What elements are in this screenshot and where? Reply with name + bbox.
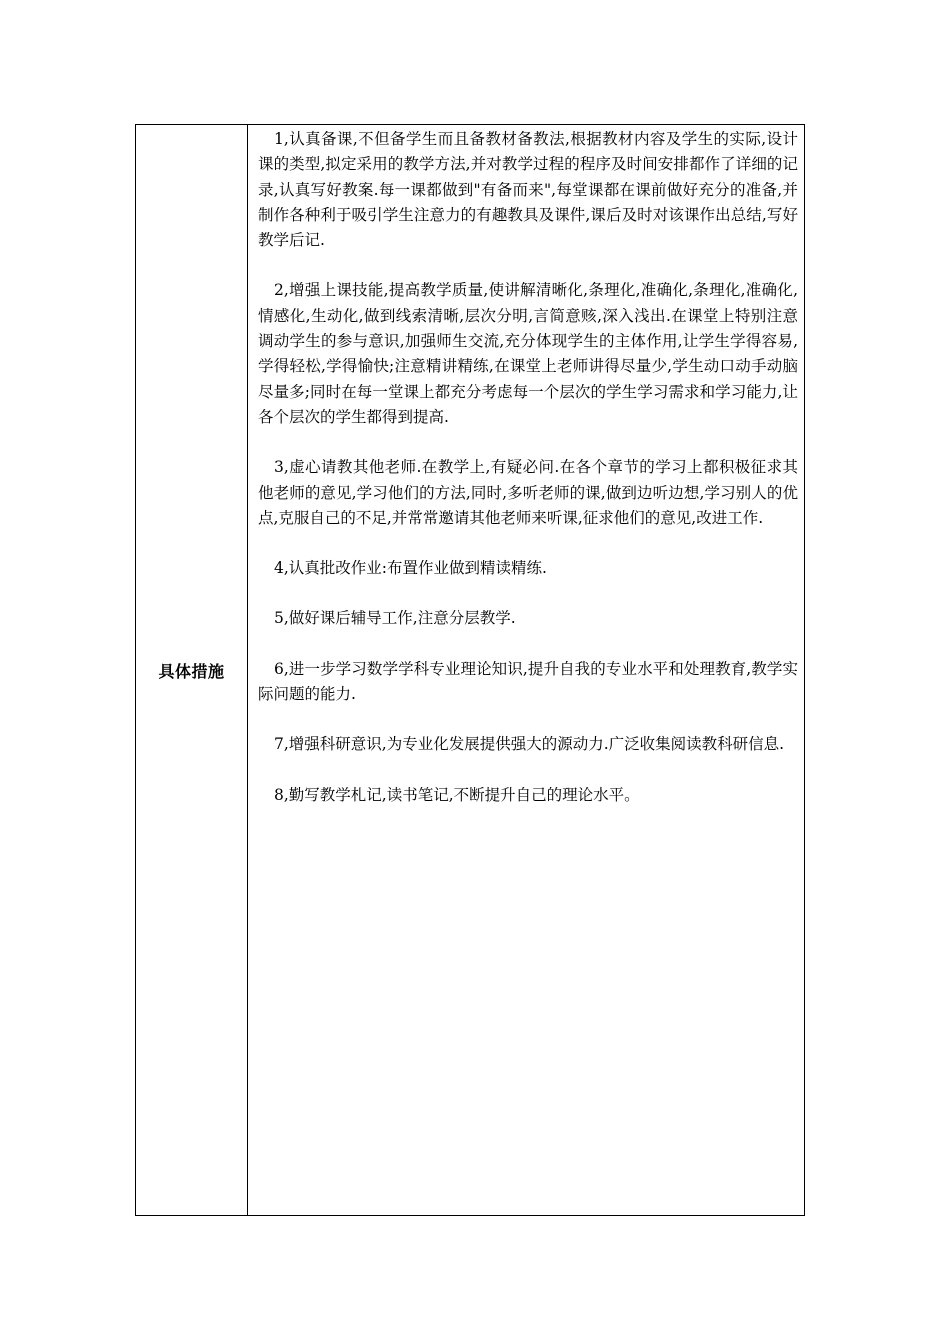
row-label: 具体措施 (158, 661, 225, 681)
measure-paragraph-4: 4,认真批改作业:布置作业做到精读精练. (274, 559, 547, 578)
label-cell (136, 125, 248, 1215)
measures-table (135, 124, 805, 1216)
measure-paragraph-3: 3,虚心请教其他老师.在教学上,有疑必问.在各个章节的学习上都积极征求其他老师的意见,学习他们的方法,同时,多听老师的课,做到边听边想,学习别人的优点,克服自己的不足,并常常邀请其他老师来听课,征求他们的意见,改进工作. (258, 458, 798, 527)
content-cell (248, 125, 804, 1215)
measure-paragraph-2: 2,增强上课技能,提高教学质量,使讲解清晰化,条理化,准确化,条理化,准确化,情感化,生动化,做到线索清晰,层次分明,言简意赅,深入浅出.在课堂上特别注意调动学生的参与意识,加强师生交流,充分体现学生的主体作用,让学生学得容易,学得轻松,学得愉快;注意精讲精练,在课堂上老师讲得尽量少,学生动口动手动脑尽量多;同时在每一堂课上都充分考虑每一个层次的学生学习需求和学习能力,让各个层次的学生都得到提高. (258, 281, 798, 426)
measure-paragraph-1: 1,认真备课,不但备学生而且备教材备教法,根据教材内容及学生的实际,设计课的类型,拟定采用的教学方法,并对教学过程的程序及时间安排都作了详细的记录,认真写好教案.每一课都做到"有备而来",每堂课都在课前做好充分的准备,并制作各种利于吸引学生注意力的有趣教具及课件,课后及时对该课作出总结,写好教学后记. (258, 130, 798, 250)
measure-paragraph-6: 6,进一步学习数学学科专业理论知识,提升自我的专业水平和处理教育,教学实际问题的能力. (258, 659, 798, 704)
measure-paragraph-7: 7,增强科研意识,为专业化发展提供强大的源动力.广泛收集阅读教科研信息. (274, 735, 785, 754)
measure-paragraph-5: 5,做好课后辅导工作,注意分层教学. (274, 609, 516, 628)
measure-paragraph-8: 8,勤写教学札记,读书笔记,不断提升自己的理论水平。 (274, 785, 640, 804)
